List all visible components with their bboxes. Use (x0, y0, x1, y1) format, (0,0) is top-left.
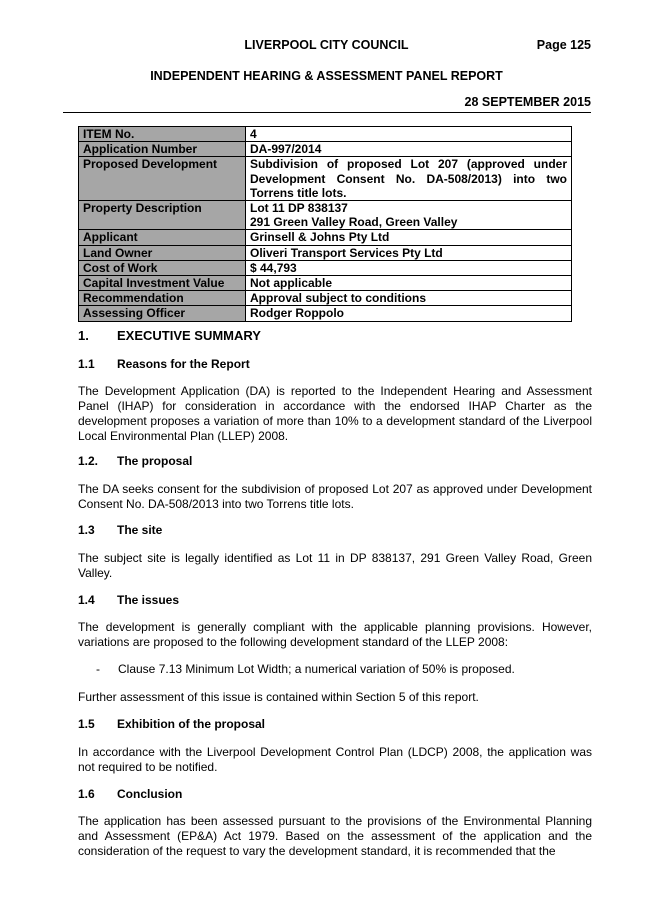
table-row (79, 157, 572, 201)
report-date: 28 SEPTEMBER 2015 (464, 95, 591, 109)
row-label: Cost of Work (79, 260, 246, 275)
subsection-heading-issues (78, 593, 592, 608)
table-row (79, 230, 572, 245)
section-number: 1.3 (78, 523, 95, 537)
paragraph-exhibition: In accordance with the Liverpool Development Control Plan (LDCP) 2008, the application was not required to be notified. (78, 745, 592, 774)
property-address: 291 Green Valley Road, Green Valley (250, 215, 458, 230)
section-title: The issues (117, 593, 180, 607)
section-title: The proposal (117, 454, 193, 468)
row-label: Property Description (79, 201, 246, 230)
table-row (79, 306, 572, 321)
paragraph-proposal: The DA seeks consent for the subdivision of proposed Lot 207 as approved under Development Consent No. DA-508/2013 into two Torrens title lots. (78, 482, 592, 511)
section-number: 1.2. (78, 454, 99, 468)
section-title: EXECUTIVE SUMMARY (117, 328, 261, 343)
row-label: Assessing Officer (79, 306, 246, 321)
table-row (79, 245, 572, 260)
subsection-heading-proposal (78, 454, 592, 469)
property-lot: Lot 11 DP 838137 (250, 201, 348, 216)
row-value: Approval subject to conditions (246, 291, 572, 306)
row-label: ITEM No. (79, 127, 246, 142)
paragraph-conclusion: The application has been assessed pursuant to the provisions of the Environmental Planning and Assessment (EP&A) Act 1979. Based on the assessment of the application and the consideration of the request to vary the development standard, it is recommended that the (78, 814, 592, 858)
paragraph-issues: The development is generally compliant with the applicable planning provisions. However, variations are proposed to the following development standard of the LLEP 2008: (78, 620, 592, 649)
row-label: Application Number (79, 142, 246, 157)
table-row (79, 142, 572, 157)
row-label: Proposed Development (79, 157, 246, 201)
section-title: Conclusion (117, 787, 183, 801)
section-number: 1.1 (78, 357, 95, 371)
section-heading-executive-summary (78, 328, 592, 343)
row-value: Grinsell & Johns Pty Ltd (246, 230, 572, 245)
row-label: Applicant (79, 230, 246, 245)
row-value: DA-997/2014 (246, 142, 572, 157)
section-number: 1.6 (78, 787, 95, 801)
paragraph-issues-followup: Further assessment of this issue is contained within Section 5 of this report. (78, 690, 479, 704)
subsection-heading-site (78, 523, 592, 538)
bullet-marker: - (96, 662, 100, 676)
paragraph-site: The subject site is legally identified as Lot 11 in DP 838137, 291 Green Valley Road, Green Valley. (78, 551, 592, 580)
application-info-table (78, 126, 572, 322)
row-value: $ 44,793 (246, 260, 572, 275)
list-item (96, 662, 515, 677)
header-divider (63, 112, 591, 113)
table-row (79, 201, 572, 230)
section-number: 1. (78, 328, 89, 343)
page-number: Page 125 (536, 38, 591, 52)
row-label: Recommendation (79, 291, 246, 306)
row-label: Capital Investment Value (79, 276, 246, 291)
row-value: Oliveri Transport Services Pty Ltd (246, 245, 572, 260)
row-value: Rodger Roppolo (246, 306, 572, 321)
section-number: 1.4 (78, 593, 95, 607)
row-label: Land Owner (79, 245, 246, 260)
table-row (79, 276, 572, 291)
organisation-name: LIVERPOOL CITY COUNCIL (244, 38, 409, 52)
table-row (79, 127, 572, 142)
subsection-heading-exhibition (78, 717, 592, 732)
subsection-heading-conclusion (78, 787, 592, 802)
paragraph-reasons: The Development Application (DA) is reported to the Independent Hearing and Assessment Panel (IHAP) for consideration in accordance with the endorsed IHAP Charter as the development proposes a variation of more than 10% to a development standard of the Liverpool Local Environmental Plan (LLEP) 2008. (78, 384, 592, 443)
section-title: Exhibition of the proposal (117, 717, 265, 731)
row-value: Not applicable (246, 276, 572, 291)
section-title: The site (117, 523, 163, 537)
report-title: INDEPENDENT HEARING & ASSESSMENT PANEL REPORT (150, 69, 503, 83)
bullet-text: Clause 7.13 Minimum Lot Width; a numerical variation of 50% is proposed. (118, 662, 515, 676)
table-row (79, 260, 572, 275)
section-number: 1.5 (78, 717, 95, 731)
subsection-heading-reasons (78, 357, 592, 372)
row-value: 4 (246, 127, 572, 142)
row-value: Subdivision of proposed Lot 207 (approved under Development Consent No. DA-508/2013) into two Torrens title lots. (246, 157, 572, 201)
table-row (79, 291, 572, 306)
section-title: Reasons for the Report (117, 357, 250, 371)
row-value (246, 201, 572, 230)
